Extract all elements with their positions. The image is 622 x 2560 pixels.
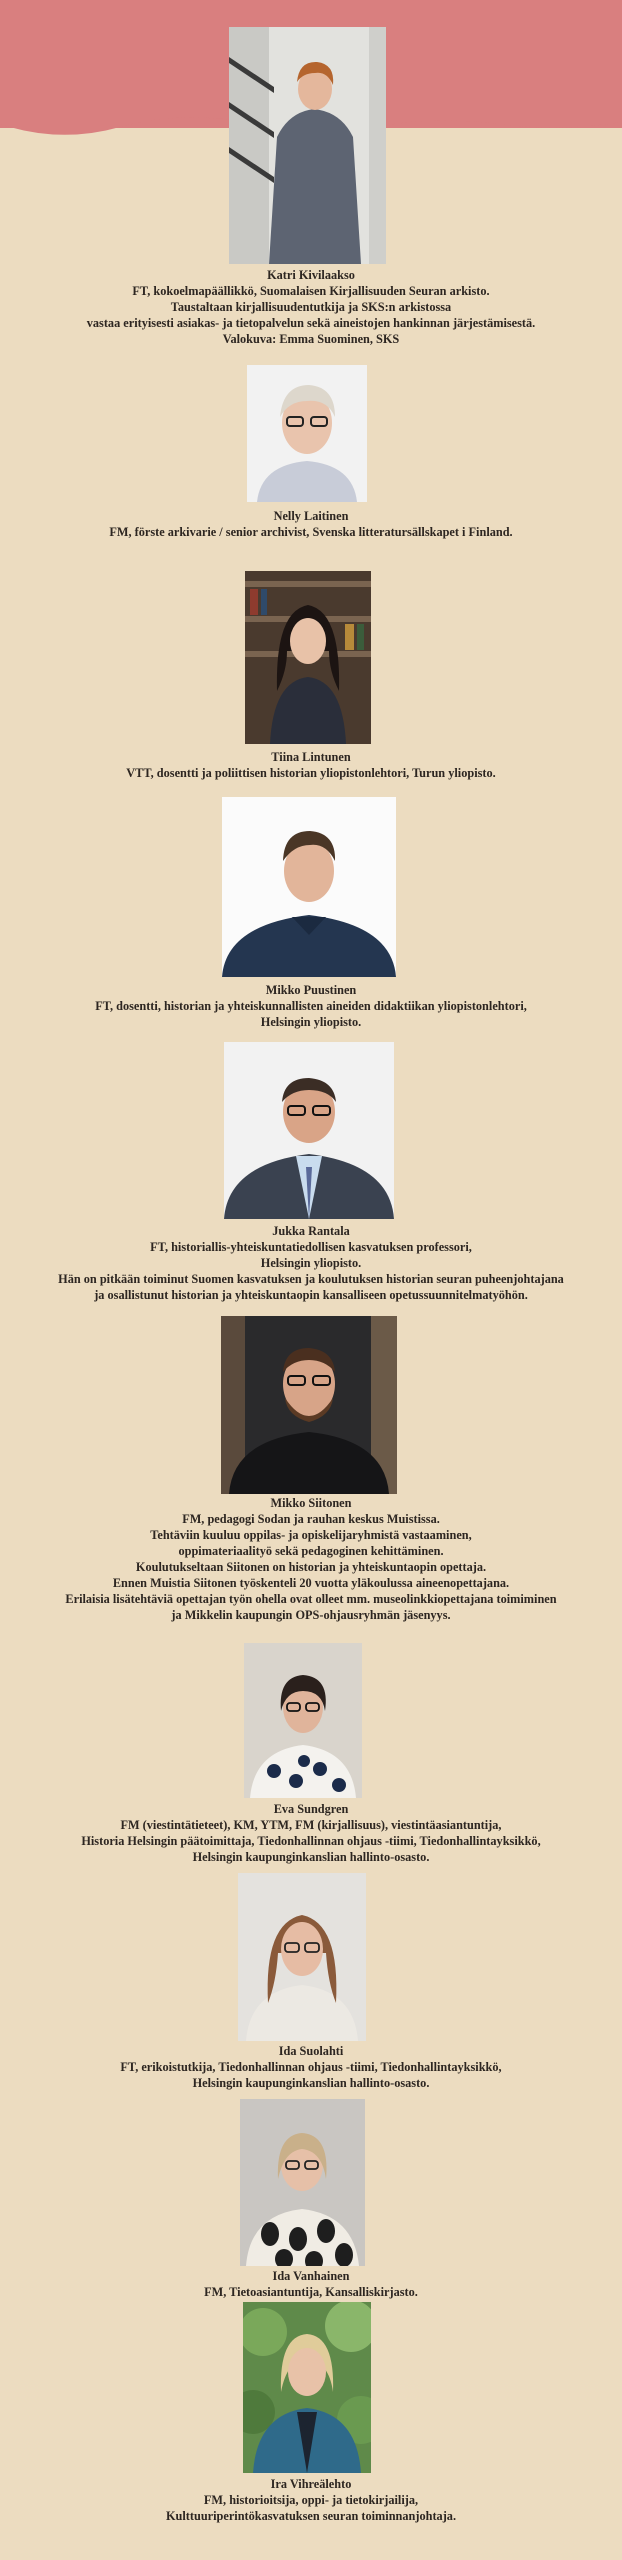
person-description: Helsingin kaupunginkanslian hallinto-osasto. (192, 2076, 430, 2090)
person-description: FT, erikoistutkija, Tiedonhallinnan ohjaus -tiimi, Tiedonhallintayksikkö, (120, 2060, 502, 2074)
person-description: ja Mikkelin kaupungin OPS-ohjausryhmän jäsenyys. (171, 1608, 451, 1622)
person-description: Helsingin kaupunginkanslian hallinto-osasto. (192, 1850, 430, 1864)
person-description: Kulttuuriperintökasvatuksen seuran toiminnanjohtaja. (165, 2509, 457, 2523)
portrait-photo (245, 571, 371, 744)
portrait-photo (222, 797, 396, 977)
person-description: FM, förste arkivarie / senior archivist, Svenska litteratursällskapet i Finland. (109, 525, 513, 539)
person-description: Historia Helsingin päätoimittaja, Tiedonhallinnan ohjaus -tiimi, Tiedonhallintayksikkö, (81, 1834, 541, 1848)
person-description: vastaa erityisesti asiakas- ja tietopalvelun sekä aineistojen hankinnan järjestämisestä. (86, 316, 536, 330)
person-description: FT, kokoelmapäällikkö, Suomalaisen Kirjallisuuden Seuran arkisto. (132, 284, 490, 298)
person-description: Erilaisia lisätehtäviä opettajan työn ohella ovat olleet mm. museolinkkiopettajana toimiminen (65, 1592, 557, 1606)
person-name: Mikko Puustinen (265, 983, 357, 997)
person-description: Tehtäviin kuuluu oppilas- ja opiskelijaryhmistä vastaaminen, (150, 1528, 472, 1542)
person-description: Ennen Muistia Siitonen työskenteli 20 vuotta yläkoulussa aineenopettajana. (112, 1576, 510, 1590)
person-description: oppimateriaalityö sekä pedagoginen kehittäminen. (178, 1544, 444, 1558)
person-name: Ida Vanhainen (272, 2269, 350, 2283)
person-name: Mikko Siitonen (270, 1496, 352, 1510)
person-description: FT, historiallis-yhteiskuntatiedollisen kasvatuksen professori, (150, 1240, 472, 1254)
person-description: Taustaltaan kirjallisuudentutkija ja SKS:n arkistossa (170, 300, 452, 314)
person-description: Helsingin yliopisto. (260, 1015, 362, 1029)
person-description: FM (viestintätieteet), KM, YTM, FM (kirjallisuus), viestintäasiantuntija, (120, 1818, 502, 1832)
person-name: Ida Suolahti (278, 2044, 344, 2058)
portrait-photo (238, 1873, 366, 2041)
person-description: FM, historioitsija, oppi- ja tietokirjailija, (203, 2493, 419, 2507)
person-description: FM, pedagogi Sodan ja rauhan keskus Muistissa. (182, 1512, 440, 1526)
portrait-photo (243, 2302, 371, 2473)
portrait-photo (247, 365, 367, 502)
person-description: FM, Tietoasiantuntija, Kansalliskirjasto. (204, 2285, 418, 2299)
portrait-photo (224, 1042, 394, 1219)
portrait-photo (221, 1316, 397, 1494)
portrait-photo (244, 1643, 362, 1798)
photo-credit: Valokuva: Emma Suominen, SKS (222, 332, 400, 346)
person-name: Tiina Lintunen (271, 750, 351, 764)
portrait-photo (229, 27, 386, 264)
person-description: Helsingin yliopisto. (260, 1256, 362, 1270)
person-name: Nelly Laitinen (273, 509, 349, 523)
person-name: Katri Kivilaakso (267, 268, 355, 282)
person-description: Hän on pitkään toiminut Suomen kasvatuksen ja koulutuksen historian seuran puheenjohtajana (58, 1272, 564, 1286)
person-description: FT, dosentti, historian ja yhteiskunnallisten aineiden didaktiikan yliopistonlehtori, (95, 999, 527, 1013)
person-name: Eva Sundgren (273, 1802, 349, 1816)
person-name: Ira Vihreälehto (270, 2477, 352, 2491)
person-description: VTT, dosentti ja poliittisen historian yliopistonlehtori, Turun yliopisto. (126, 766, 496, 780)
portrait-photo (240, 2099, 365, 2266)
person-name: Jukka Rantala (272, 1224, 350, 1238)
person-description: Koulutukseltaan Siitonen on historian ja yhteiskuntaopin opettaja. (135, 1560, 487, 1574)
person-description: ja osallistunut historian ja yhteiskuntaopin kansalliseen opetussuunnitelmatyöhön. (94, 1288, 528, 1302)
